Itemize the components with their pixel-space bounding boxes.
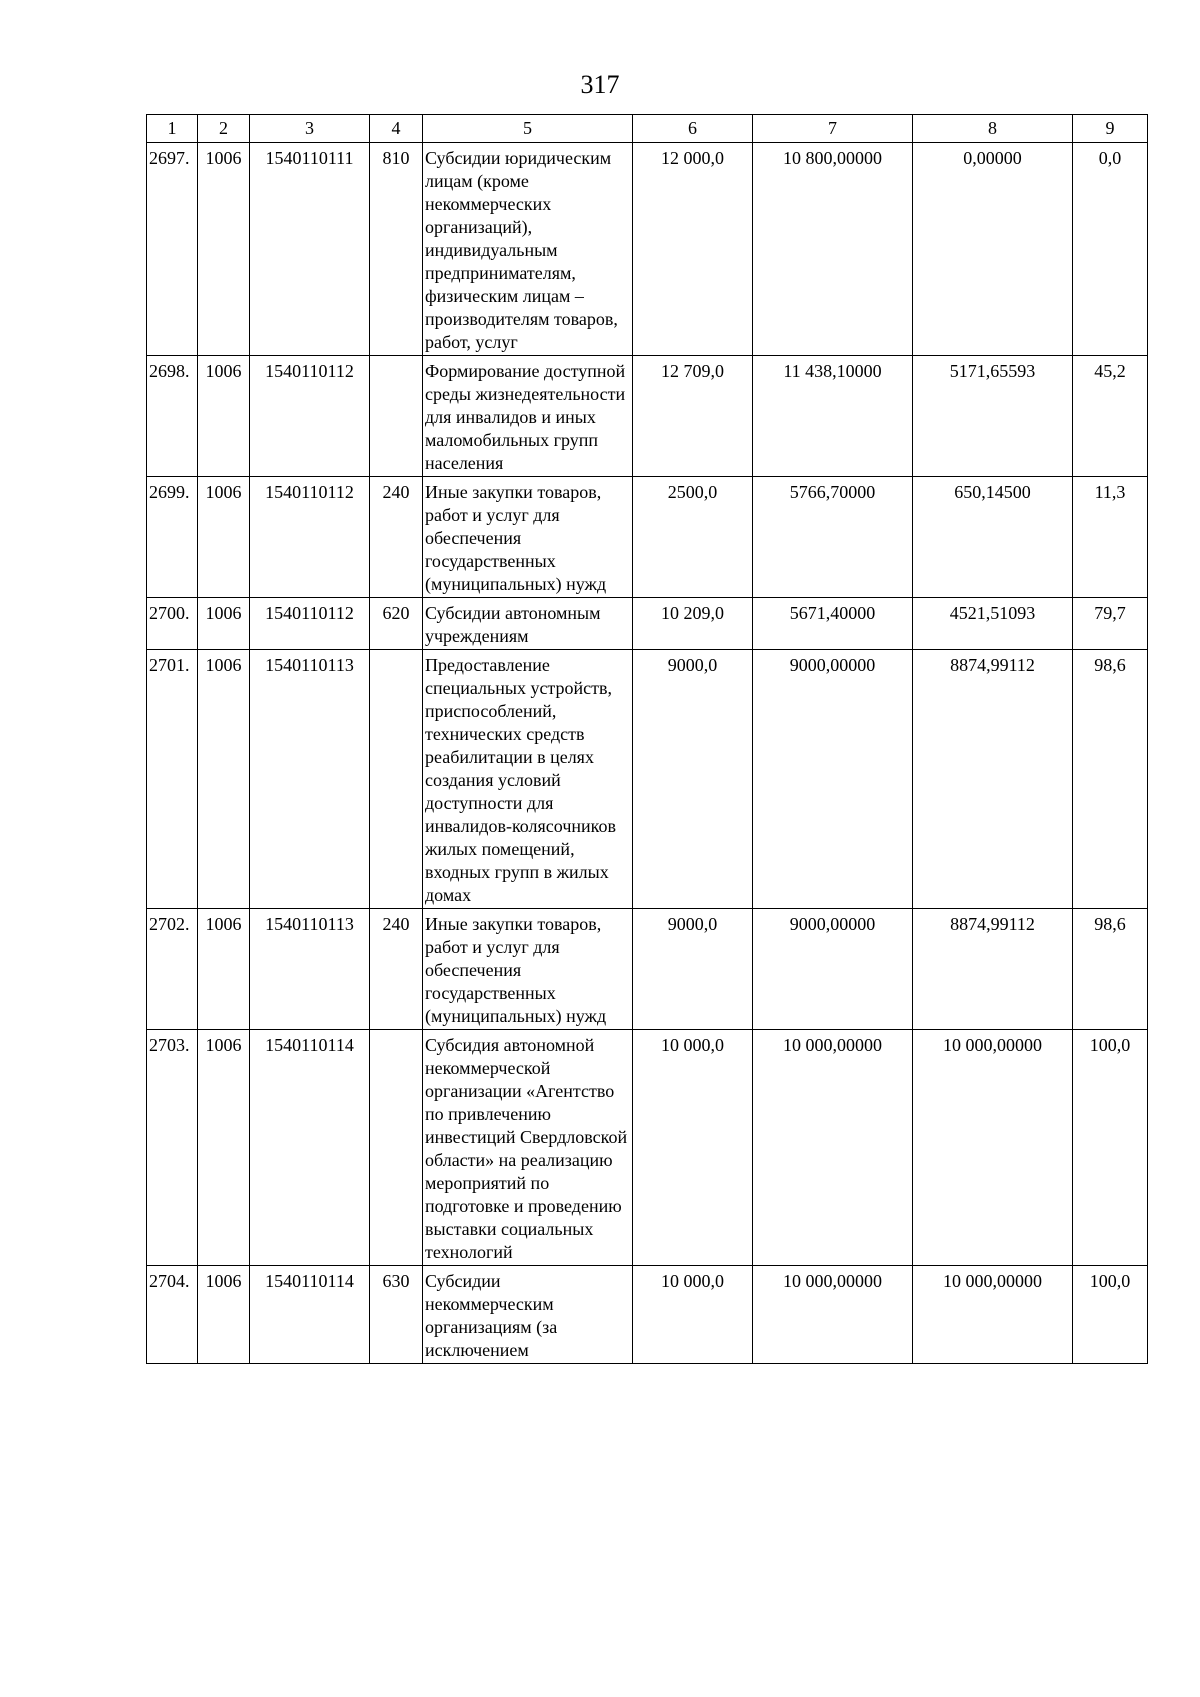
- executed-amount: 0,00000: [913, 143, 1073, 356]
- header-cell: 3: [250, 115, 370, 143]
- target-code: 1540110112: [250, 477, 370, 598]
- header-row: [147, 115, 1148, 143]
- table-row: [147, 650, 1148, 909]
- execution-percent: 0,0: [1073, 143, 1148, 356]
- expense-name: Субсидии автономным учреждениям: [423, 598, 633, 650]
- plan-amount: 10 000,00000: [753, 1030, 913, 1266]
- header-cell: 7: [753, 115, 913, 143]
- row-number: 2699.: [147, 477, 198, 598]
- section-code: 1006: [198, 909, 250, 1030]
- header-cell: 1: [147, 115, 198, 143]
- target-code: 1540110114: [250, 1266, 370, 1364]
- executed-amount: 10 000,00000: [913, 1030, 1073, 1266]
- header-cell: 5: [423, 115, 633, 143]
- table-row: [147, 598, 1148, 650]
- approved-amount: 10 209,0: [633, 598, 753, 650]
- target-code: 1540110114: [250, 1030, 370, 1266]
- budget-table: [146, 114, 1148, 1364]
- target-code: 1540110112: [250, 598, 370, 650]
- target-code: 1540110113: [250, 650, 370, 909]
- executed-amount: 8874,99112: [913, 909, 1073, 1030]
- header-cell: 9: [1073, 115, 1148, 143]
- approved-amount: 9000,0: [633, 909, 753, 1030]
- approved-amount: 12 709,0: [633, 356, 753, 477]
- expense-name: Субсидии некоммерческим организациям (за исключением: [423, 1266, 633, 1364]
- approved-amount: 10 000,0: [633, 1266, 753, 1364]
- expense-name: Субсидия автономной некоммерческой организации «Агентство по привлечению инвестиций Свердловской области» на реализацию мероприятий по подготовке и проведению выставки социальных технологий: [423, 1030, 633, 1266]
- plan-amount: 10 000,00000: [753, 1266, 913, 1364]
- expense-type-code: 240: [370, 909, 423, 1030]
- expense-name: Предоставление специальных устройств, приспособлений, технических средств реабилитации в целях создания условий доступности для инвалидов-колясочников жилых помещений, входных групп в жилых домах: [423, 650, 633, 909]
- target-code: 1540110113: [250, 909, 370, 1030]
- executed-amount: 4521,51093: [913, 598, 1073, 650]
- row-number: 2703.: [147, 1030, 198, 1266]
- table-row: [147, 356, 1148, 477]
- header-cell: 4: [370, 115, 423, 143]
- expense-name: Иные закупки товаров, работ и услуг для обеспечения государственных (муниципальных) нужд: [423, 477, 633, 598]
- row-number: 2700.: [147, 598, 198, 650]
- expense-type-code: [370, 650, 423, 909]
- expense-type-code: [370, 356, 423, 477]
- target-code: 1540110112: [250, 356, 370, 477]
- expense-type-code: 630: [370, 1266, 423, 1364]
- expense-type-code: 810: [370, 143, 423, 356]
- section-code: 1006: [198, 598, 250, 650]
- approved-amount: 2500,0: [633, 477, 753, 598]
- section-code: 1006: [198, 143, 250, 356]
- plan-amount: 5766,70000: [753, 477, 913, 598]
- execution-percent: 98,6: [1073, 909, 1148, 1030]
- section-code: 1006: [198, 356, 250, 477]
- page-number: 317: [580, 70, 620, 99]
- expense-name: Субсидии юридическим лицам (кроме некоммерческих организаций), индивидуальным предпринимателям, физическим лицам – производителям товаров, работ, услуг: [423, 143, 633, 356]
- execution-percent: 100,0: [1073, 1266, 1148, 1364]
- expense-type-code: 240: [370, 477, 423, 598]
- plan-amount: 9000,00000: [753, 909, 913, 1030]
- table-row: [147, 143, 1148, 356]
- executed-amount: 10 000,00000: [913, 1266, 1073, 1364]
- section-code: 1006: [198, 1266, 250, 1364]
- approved-amount: 9000,0: [633, 650, 753, 909]
- table-row: [147, 909, 1148, 1030]
- section-code: 1006: [198, 477, 250, 598]
- approved-amount: 12 000,0: [633, 143, 753, 356]
- expense-name: Иные закупки товаров, работ и услуг для обеспечения государственных (муниципальных) нужд: [423, 909, 633, 1030]
- plan-amount: 11 438,10000: [753, 356, 913, 477]
- target-code: 1540110111: [250, 143, 370, 356]
- execution-percent: 79,7: [1073, 598, 1148, 650]
- approved-amount: 10 000,0: [633, 1030, 753, 1266]
- plan-amount: 10 800,00000: [753, 143, 913, 356]
- section-code: 1006: [198, 1030, 250, 1266]
- header-cell: 8: [913, 115, 1073, 143]
- executed-amount: 650,14500: [913, 477, 1073, 598]
- table-row: [147, 1030, 1148, 1266]
- table-row: [147, 477, 1148, 598]
- section-code: 1006: [198, 650, 250, 909]
- header-cell: 2: [198, 115, 250, 143]
- executed-amount: 8874,99112: [913, 650, 1073, 909]
- expense-type-code: [370, 1030, 423, 1266]
- row-number: 2701.: [147, 650, 198, 909]
- execution-percent: 100,0: [1073, 1030, 1148, 1266]
- execution-percent: 45,2: [1073, 356, 1148, 477]
- expense-name: Формирование доступной среды жизнедеятельности для инвалидов и иных маломобильных групп населения: [423, 356, 633, 477]
- plan-amount: 9000,00000: [753, 650, 913, 909]
- executed-amount: 5171,65593: [913, 356, 1073, 477]
- row-number: 2704.: [147, 1266, 198, 1364]
- row-number: 2697.: [147, 143, 198, 356]
- row-number: 2702.: [147, 909, 198, 1030]
- header-cell: 6: [633, 115, 753, 143]
- row-number: 2698.: [147, 356, 198, 477]
- execution-percent: 11,3: [1073, 477, 1148, 598]
- table-row: [147, 1266, 1148, 1364]
- execution-percent: 98,6: [1073, 650, 1148, 909]
- expense-type-code: 620: [370, 598, 423, 650]
- plan-amount: 5671,40000: [753, 598, 913, 650]
